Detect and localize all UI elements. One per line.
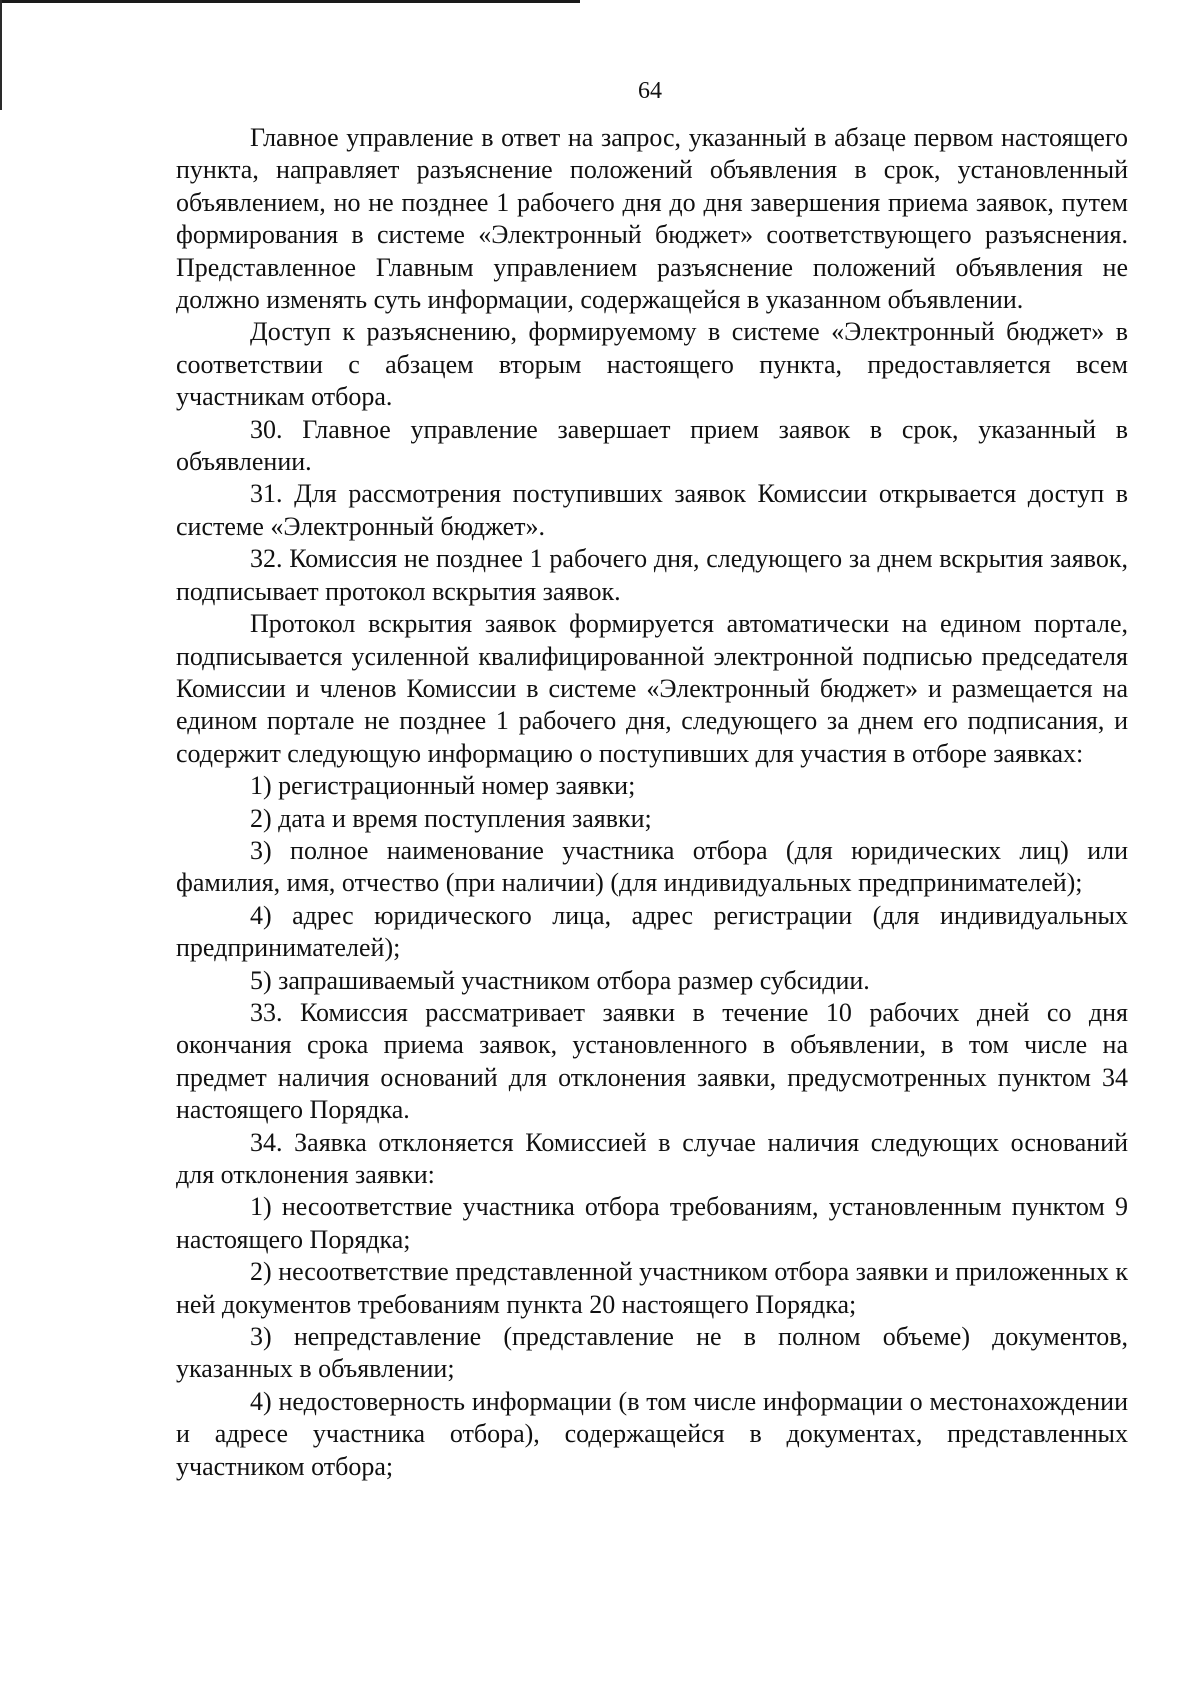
paragraph-item-34: 34. Заявка отклоняется Комиссией в случае наличия следующих оснований для отклонения заявки:	[176, 1127, 1128, 1189]
paragraph-item-32: 32. Комиссия не позднее 1 рабочего дня, следующего за днем вскрытия заявок, подписывает протокол вскрытия заявок.	[176, 544, 1128, 606]
list-item-application-mismatch: 2) несоответствие представленной участником отбора заявки и приложенных к ней документов требованиям пункта 20 настоящего Порядка;	[176, 1257, 1128, 1319]
list-item-address: 4) адрес юридического лица, адрес регистрации (для индивидуальных предпринимателей);	[176, 900, 1128, 963]
list-item-subsidy-amount: 5) запрашиваемый участником отбора размер субсидии.	[250, 965, 870, 995]
paragraph-access: Доступ к разъяснению, формируемому в системе «Электронный бюджет» в соответствии с абзацем вторым настоящего пункта, предоставляется всем участникам отбора.	[176, 317, 1128, 412]
document-body	[176, 122, 1128, 1483]
list-item-documents-missing: 3) непредставление (представление не в полном объеме) документов, указанных в объявлении;	[176, 1322, 1128, 1384]
scan-edge-top	[0, 0, 580, 3]
list-item-information-unreliable: 4) недостоверность информации (в том числе информации о местонахождении и адресе участника отбора), содержащейся в документах, представленных участником отбора;	[176, 1386, 1128, 1481]
paragraph-item-30: 30. Главное управление завершает прием заявок в срок, указанный в объявлении.	[176, 414, 1128, 477]
list-item-full-name: 3) полное наименование участника отбора (для юридических лиц) или фамилия, имя, отчество (при наличии) (для индивидуальных предпринимателей);	[176, 835, 1128, 898]
list-item-registration-number: 1) регистрационный номер заявки;	[250, 771, 636, 801]
list-item-requirements-mismatch: 1) несоответствие участника отбора требованиям, установленным пунктом 9 настоящего Порядка;	[176, 1192, 1128, 1254]
page-number: 64	[638, 78, 662, 104]
paragraph-item-31: 31. Для рассмотрения поступивших заявок Комиссии открывается доступ в системе «Электронный бюджет».	[176, 479, 1128, 541]
list-item-date-time: 2) дата и время поступления заявки;	[250, 803, 652, 833]
paragraph-protocol: Протокол вскрытия заявок формируется автоматически на едином портале, подписывается усиленной квалифицированной электронной подписью председателя Комиссии и членов Комиссии в системе «Электронный бюджет» и размещается на едином портале не позднее 1 рабочего дня, следующего за днем его подписания, и содержит следующую информацию о поступивших для участия в отборе заявках:	[176, 609, 1128, 768]
paragraph-item-33: 33. Комиссия рассматривает заявки в течение 10 рабочих дней со дня окончания срока приема заявок, установленного в объявлении, в том числе на предмет наличия оснований для отклонения заявки, предусмотренных пунктом 34 настоящего Порядка.	[176, 997, 1128, 1125]
paragraph-clarification: Главное управление в ответ на запрос, указанный в абзаце первом настоящего пункта, направляет разъяснение положений объявления в срок, установленный объявлением, но не позднее 1 рабочего дня до дня завершения приема заявок, путем формирования в системе «Электронный бюджет» соответствующего разъяснения. Представленное Главным управлением разъяснение положений объявления не должно изменять суть информации, содержащейся в указанном объявлении.	[176, 123, 1128, 315]
